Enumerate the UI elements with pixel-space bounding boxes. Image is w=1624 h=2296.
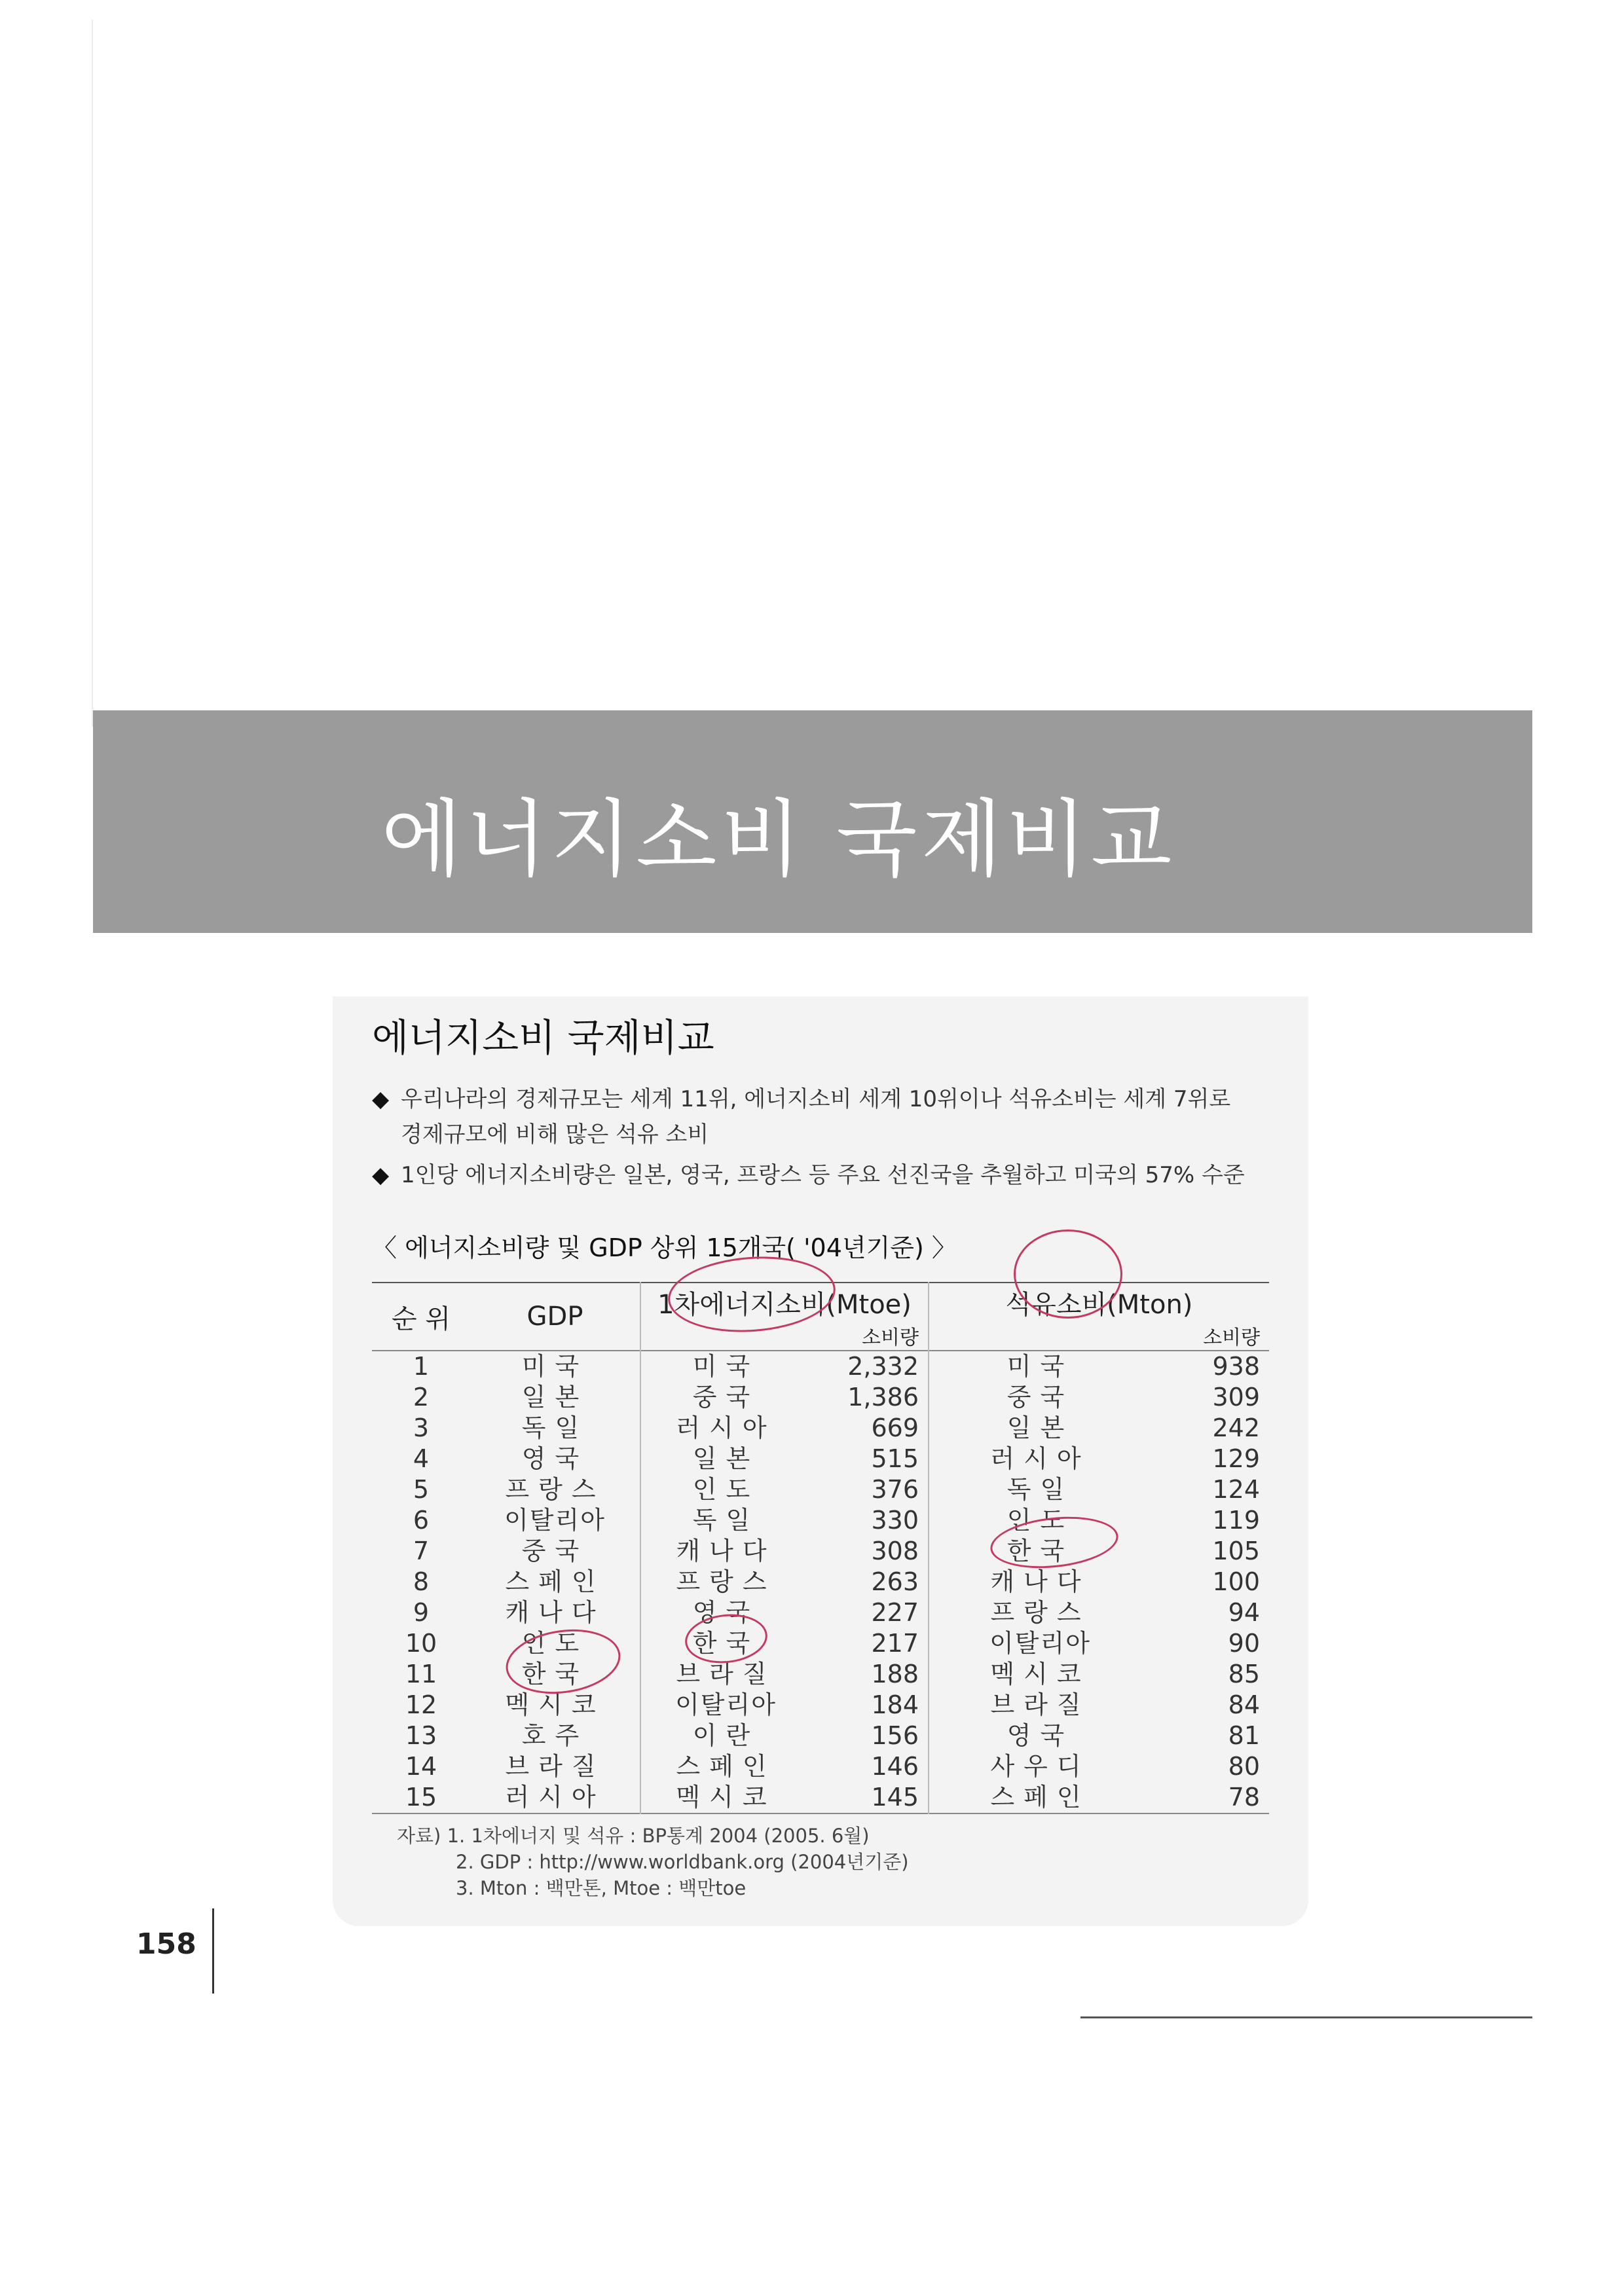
margin-rule (92, 20, 93, 727)
table-row: 12 멕시코 이탈리아 184 브라질 84 (405, 1690, 1261, 1719)
diamond-bullet-icon: ◆ (372, 1162, 390, 1188)
note-1: 1. 1차에너지 및 석유 : BP통계 2004 (2005. 6월) (447, 1825, 870, 1847)
table-row: 4 영국 일본 515 러시아 129 (413, 1444, 1261, 1473)
energy-table (372, 1282, 1269, 1814)
notes-label: 자료) (397, 1825, 447, 1847)
table-row: 8 스페인 프랑스 263 캐나다 100 (413, 1567, 1261, 1596)
source-notes (397, 1823, 909, 1901)
table-row: 5 프랑스 인도 376 독일 124 (413, 1475, 1261, 1504)
note-3: 3. Mton : 백만톤, Mtoe : 백만toe (456, 1877, 747, 1899)
table-caption: 〈 에너지소비량 및 GDP 상위 15개국( '04년기준) 〉 (372, 1233, 957, 1262)
diamond-bullet-icon: ◆ (372, 1086, 390, 1112)
table-row: 13 호주 이란 156 영국 81 (405, 1721, 1261, 1750)
table-row: 11 한국 브라질 188 멕시코 85 (405, 1660, 1261, 1688)
table-row: 1 미국 미국 2,332 미국 938 (413, 1352, 1261, 1381)
content-box (333, 996, 1308, 1926)
header-primary-energy: 1차에너지소비(Mtoe) (640, 1283, 929, 1321)
header-gdp: GDP (526, 1302, 583, 1332)
chapter-title: 에너지소비 국제비교 (381, 791, 1176, 888)
header-rank: 순 위 (392, 1303, 451, 1334)
box-title: 에너지소비 국제비교 (372, 1015, 714, 1060)
table-row: 7 중국 캐나다 308 한국 105 (413, 1537, 1261, 1565)
bullet-2-line-1: 1인당 에너지소비량은 일본, 영국, 프랑스 등 주요 선진국을 추월하고 미국의 57% 수준 (401, 1162, 1245, 1188)
page-number-rule (212, 1908, 214, 1994)
table-row: 9 캐나다 영국 227 프랑스 94 (413, 1598, 1261, 1627)
table-row: 10 인도 한국 217 이탈리아 90 (405, 1629, 1261, 1658)
header-oil: 석유소비(Mton) (929, 1283, 1269, 1321)
bullet-1 (372, 1082, 1230, 1152)
header-oil-amount: 소비량 (1203, 1326, 1261, 1349)
footer-line (1080, 2016, 1532, 2018)
header-primary-amount: 소비량 (862, 1326, 919, 1349)
table-row: 2 일본 중국 1,386 중국 309 (413, 1383, 1261, 1412)
page-number: 158 (136, 1927, 196, 1961)
chapter-banner (93, 710, 1532, 933)
table-row: 15 러시아 멕시코 145 스페인 78 (372, 1782, 1269, 1813)
table-row: 6 이탈리아 독일 330 인도 119 (413, 1506, 1261, 1535)
bullet-2 (372, 1157, 1245, 1193)
table-row: 3 독일 러시아 669 일본 242 (413, 1413, 1261, 1442)
bullet-1-line-1: 우리나라의 경제규모는 세계 11위, 에너지소비 세계 10위이나 석유소비는 세계 7위로 (401, 1086, 1231, 1112)
table-row: 14 브라질 스페인 146 사우디 80 (405, 1752, 1261, 1781)
note-2: 2. GDP : http://www.worldbank.org (2004년기준) (456, 1851, 909, 1873)
bullet-1-line-2: 경제규모에 비해 많은 석유 소비 (401, 1121, 709, 1148)
